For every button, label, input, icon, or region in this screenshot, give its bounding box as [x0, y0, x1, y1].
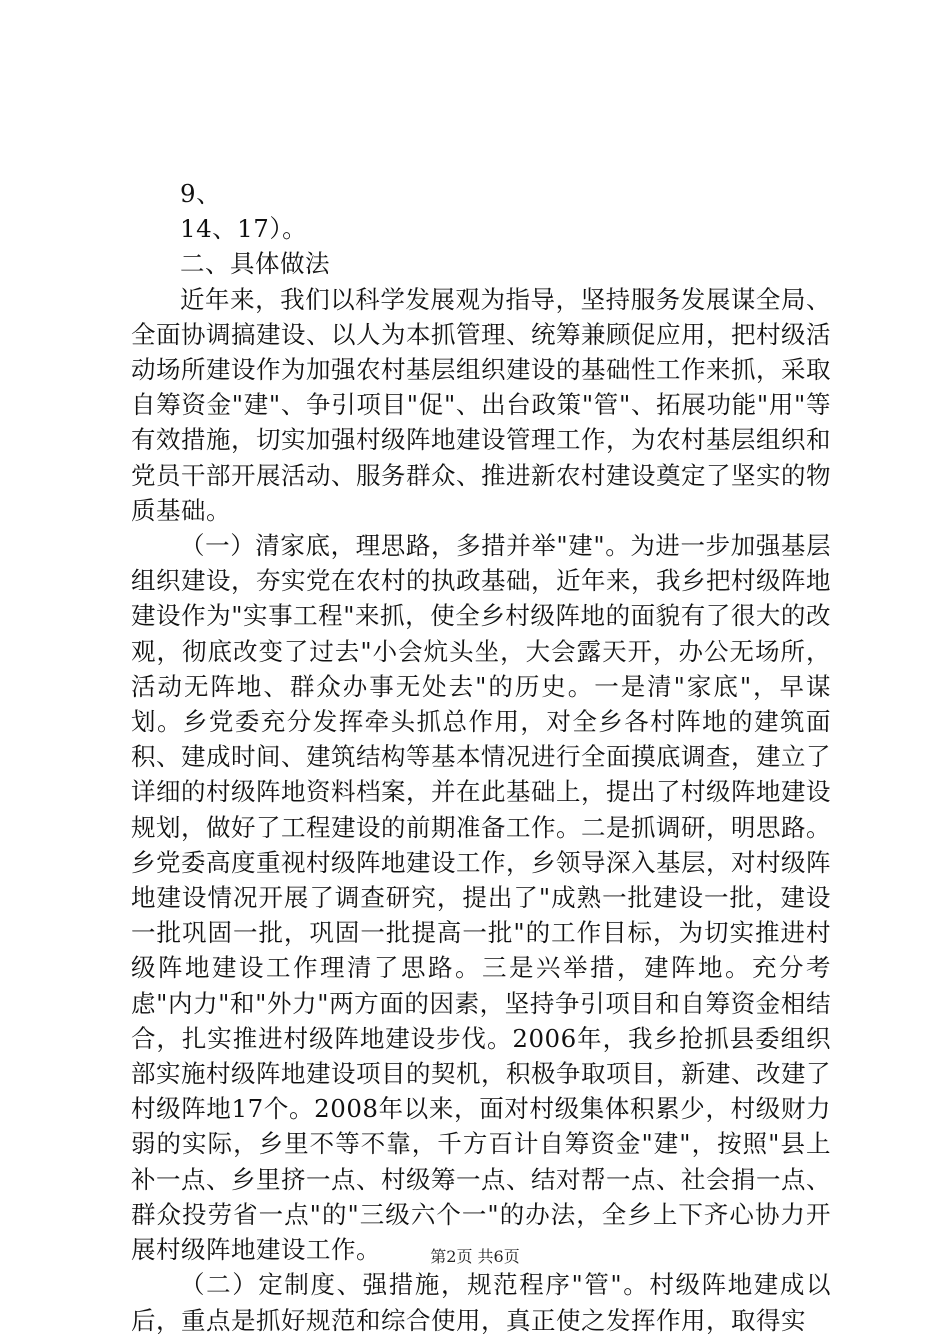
list-fragment-line-2: 14、17）。: [180, 214, 308, 244]
section-heading: 二、具体做法: [180, 249, 330, 279]
list-fragment-line-1: 9、: [180, 179, 222, 208]
paragraph-section-two: （二）定制度、强措施，规范程序"管"。村级阵地建成以后，重点是抓好规范和综合使用，真正使之发挥作用，取得实: [131, 1270, 831, 1335]
document-body: [131, 176, 831, 1338]
paragraph-intro: 近年来，我们以科学发展观为指导，坚持服务发展谋全局、全面协调搞建设、以人为本抓管理、统筹兼顾促应用，把村级活动场所建设作为加强农村基层组织建设的基础性工作来抓，采取自筹资金"建"、争引项目"促"、出台政策"管"、拓展功能"用"等有效措施，切实加强村级阵地建设管理工作，为农村基层组织和党员干部开展活动、服务群众、推进新农村建设奠定了坚实的物质基础。: [131, 284, 831, 525]
paragraph-section-one: （一）清家底，理思路，多措并举"建"。为进一步加强基层组织建设，夯实党在农村的执政基础，近年来，我乡把村级阵地建设作为"实事工程"来抓，使全乡村级阵地的面貌有了很大的改观，彻底改变了过去"小会炕头坐，大会露天开，办公无场所，活动无阵地、群众办事无处去"的历史。一是清"家底"，早谋划。乡党委充分发挥牵头抓总作用，对全乡各村阵地的建筑面积、建成时间、建筑结构等基本情况进行全面摸底调查，建立了详细的村级阵地资料档案，并在此基础上，提出了村级阵地建设规划，做好了工程建设的前期准备工作。二是抓调研，明思路。乡党委高度重视村级阵地建设工作，乡领导深入基层，对村级阵地建设情况开展了调查研究，提出了"成熟一批建设一批，建设一批巩固一批，巩固一批提高一批"的工作目标，为切实推进村级阵地建设工作理清了思路。三是兴举措，建阵地。充分考虑"内力"和"外力"两方面的因素，坚持争引项目和自筹资金相结合，扎实推进村级阵地建设步伐。2006年，我乡抢抓县委组织部实施村级阵地建设项目的契机，积极争取项目，新建、改建了村级阵地17个。2008年以来，面对村级集体积累少，村级财力弱的实际，乡里不等不靠，千方百计自筹资金"建"，按照"县上补一点、乡里挤一点、村级筹一点、结对帮一点、社会捐一点、群众投劳省一点"的"三级六个一"的办法，全乡上下齐心协力开展村级阵地建设工作。: [131, 531, 831, 1265]
page-footer: 第2页 共6页: [430, 1247, 520, 1266]
